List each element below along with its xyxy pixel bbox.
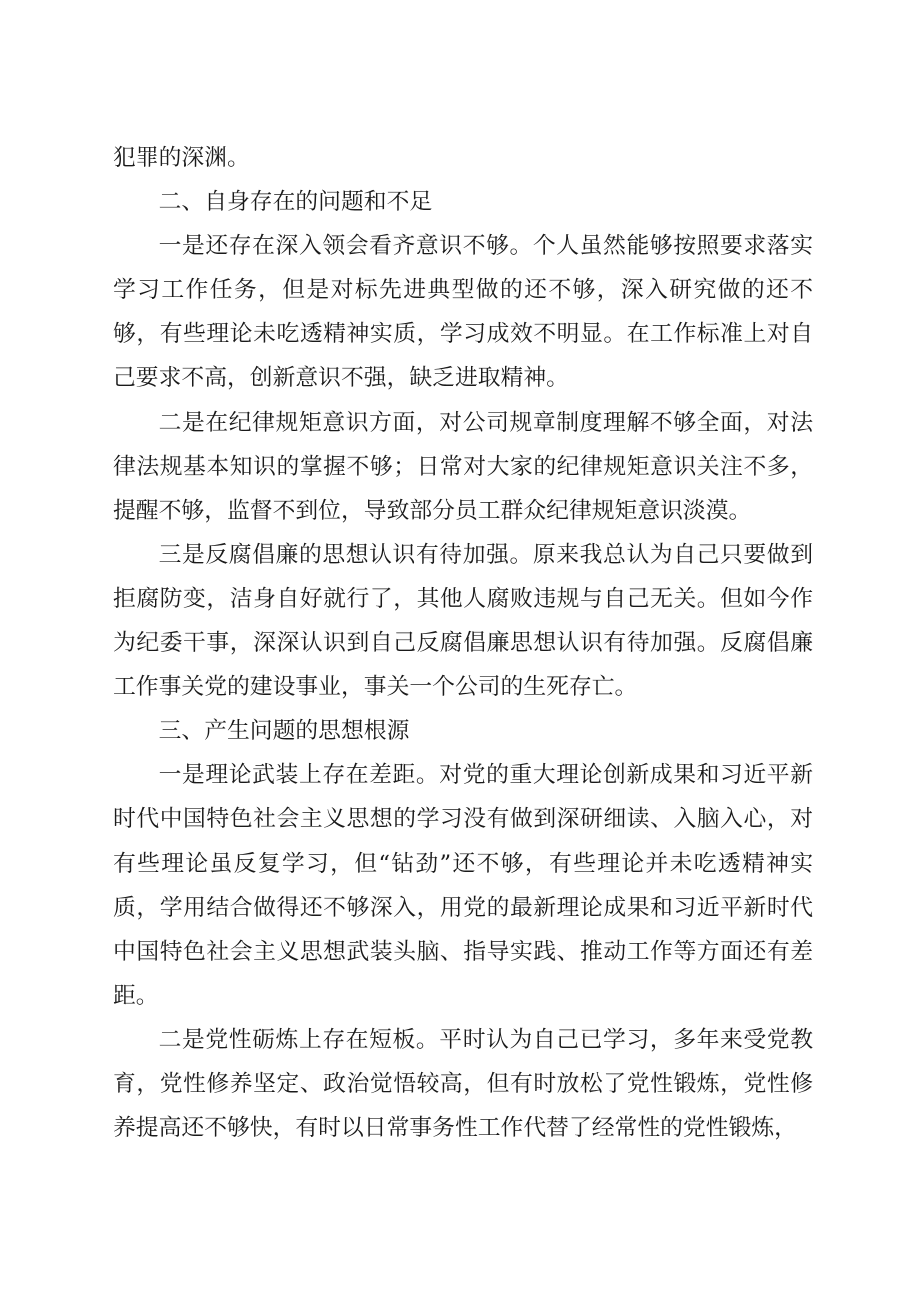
- paragraph-problem-2: 二是在纪律规矩意识方面，对公司规章制度理解不够全面，对法律法规基本知识的掌握不够；日常对大家的纪律规矩意识关注不多，提醒不够，监督不到位，导致部分员工群众纪律规矩意识淡漠。: [113, 409, 813, 524]
- paragraph-continuation: 犯罪的深渊。: [113, 145, 250, 171]
- section-heading-2: 二、自身存在的问题和不足: [158, 189, 433, 216]
- paragraph-root-1: 一是理论武装上存在差距。对党的重大理论创新成果和习近平新时代中国特色社会主义思想的学习没有做到深研细读、入脑入心，对有些理论虽反复学习，但“钻劲”还不够，有些理论并未吃透精神实质，学用结合做得还不够深入，用党的最新理论成果和习近平新时代中国特色社会主义思想武装头脑、指导实践、推动工作等方面还有差距。: [113, 762, 813, 1009]
- section-heading-3: 三、产生问题的思想根源: [158, 718, 410, 745]
- paragraph-root-2: 二是党性砺炼上存在短板。平时认为自己已学习，多年来受党教育，党性修养坚定、政治觉悟较高，但有时放松了党性锻炼，党性修养提高还不够快，有时以日常事务性工作代替了经常性的党性锻炼，: [113, 1026, 813, 1142]
- paragraph-problem-3: 三是反腐倡廉的思想认识有待加强。原来我总认为自己只要做到拒腐防变，洁身自好就行了，其他人腐败违规与自己无关。但如今作为纪委干事，深深认识到自己反腐倡廉思想认识有待加强。反腐倡廉工作事关党的建设事业，事关一个公司的生死存亡。: [113, 541, 813, 701]
- paragraph-problem-1: 一是还存在深入领会看齐意识不够。个人虽然能够按照要求落实学习工作任务，但是对标先进典型做的还不够，深入研究做的还不够，有些理论未吃透精神实质，学习成效不明显。在工作标准上对自己要求不高，创新意识不强，缺乏进取精神。: [113, 233, 813, 392]
- document-body: [113, 136, 813, 1150]
